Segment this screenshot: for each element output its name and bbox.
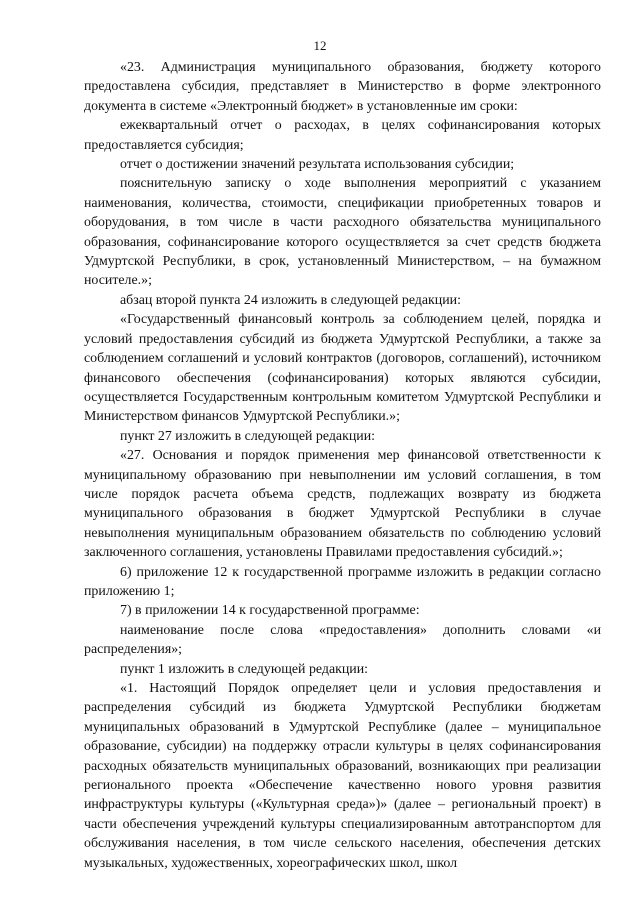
paragraph-23-intro: «23. Администрация муниципального образования, бюджету которого предоставлена субсидия, представляет в Министерство в форме электронного документа в системе «Электронный бюджет» в установленные им сроки:	[84, 60, 601, 114]
paragraph-item-6: 6) приложение 12 к государственной программе изложить в редакции согласно приложению 1;	[84, 564, 601, 599]
paragraph-explanatory-note: пояснительную записку о ходе выполнения мероприятий с указанием наименования, количества, стоимости, спецификации приобретенных товаров и оборудования, в том числе в части расходного обязательства муниципального образования, софинансирование которого осуществляется за счет средств бюджета Удмуртской Республики, в срок, установленный Министерством, – на бумажном носителе.»;	[84, 176, 601, 289]
paragraph-quarterly-report: ежеквартальный отчет о расходах, в целях софинансирования которых предоставляется субсидия;	[84, 118, 601, 153]
paragraph-1-text: «1. Настоящий Порядок определяет цели и условия предоставления и распределения субсидий из бюджета Удмуртской Республики бюджетам муниципальных образований в Удмуртской Республике (далее – муниципальное образование, субсидии) на поддержку отрасли культуры в целях софинансирования расходных обязательств муниципальных образований, возникающих при реализации регионального проекта «Обеспечение качественно нового уровня развития инфраструктуры культуры («Культурная среда»)» (далее – региональный проект) в части обеспечения учреждений культуры специализированным автотранспортом для обслуживания населения, в том числе сельского населения, обеспечения детских музыкальных, художественных, хореографических школ, школ	[84, 681, 601, 871]
document-body	[84, 58, 601, 873]
paragraph-amend-24: абзац второй пункта 24 изложить в следующей редакции:	[120, 292, 461, 308]
paragraph-state-control: «Государственный финансовый контроль за соблюдением целей, порядка и условий предоставления субсидий из бюджета Удмуртской Республики, а также за соблюдением соглашений и условий контрактов (договоров, соглашений), источником финансового обеспечения (софинансирования) которых являются субсидии, осуществляется Государственным контрольным комитетом Удмуртской Республики и Министерством финансов Удмуртской Республики.»;	[84, 312, 601, 425]
paragraph-27-text: «27. Основания и порядок применения мер финансовой ответственности к муниципальному образованию при невыполнении им условий соглашения, в том числе порядок расчета объема средств, подлежащих возврату из бюджета муниципального образования в бюджет Удмуртской Республики в случае невыполнения муниципальным образованием обязательств по соблюдению условий заключенного соглашения, установлены Правилами предоставления субсидий.»;	[84, 448, 601, 561]
paragraph-amend-1: пункт 1 изложить в следующей редакции:	[120, 661, 369, 677]
paragraph-result-report: отчет о достижении значений результата использования субсидии;	[120, 157, 515, 173]
paragraph-item-7: 7) в приложении 14 к государственной программе:	[120, 603, 420, 619]
paragraph-title-amend: наименование после слова «предоставления» дополнить словами «и распределения»;	[84, 622, 601, 658]
page-number: 12	[313, 38, 327, 53]
paragraph-amend-27: пункт 27 изложить в следующей редакции:	[120, 428, 375, 444]
